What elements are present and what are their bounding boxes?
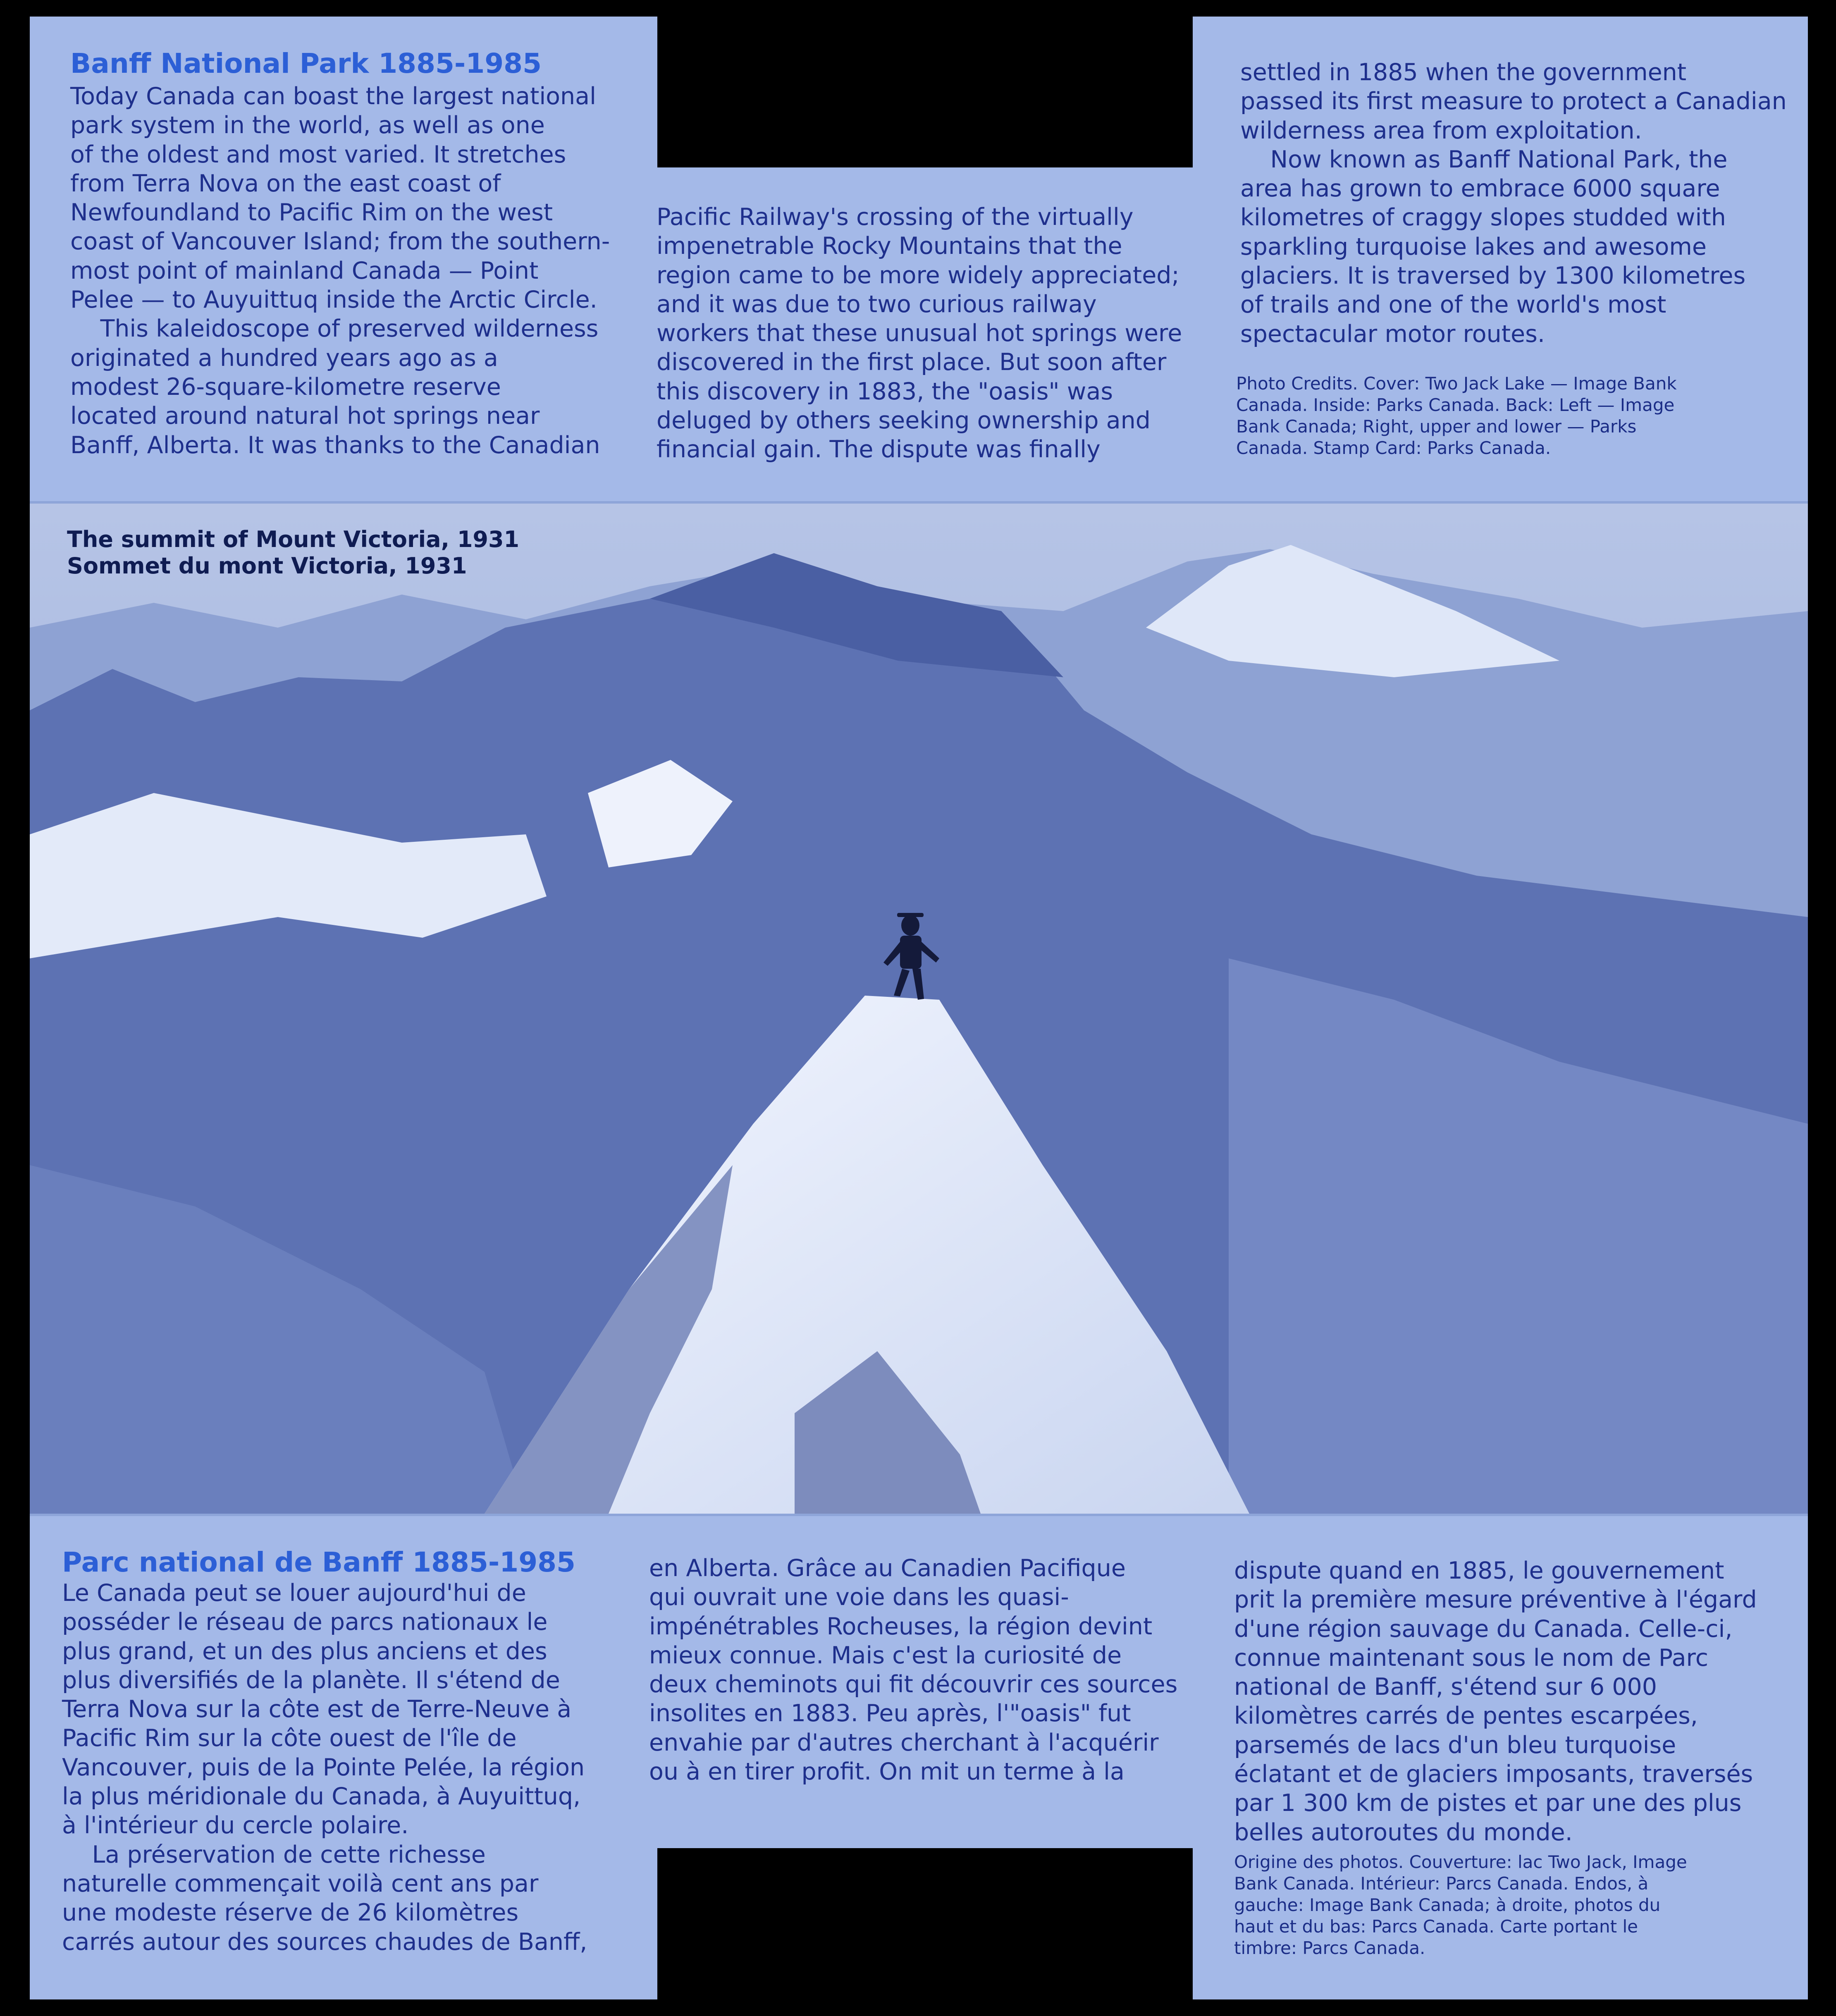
english-title: Banff National Park 1885-1985	[70, 48, 542, 79]
french-column-3: dispute quand en 1885, le gouvernement prit la première mesure préventive à l'égard d'une région sauvage du Canada. Celle-ci, connue maintenant sous le nom de Parc national de Banff, s'étend sur 6 000 kilomètres carrés de pentes escarpées, parsemés de lacs d'un bleu turquoise éclatant et de glaciers imposants, traversés par 1 300 km de pistes et par une des plus belles autoroutes du monde.	[1234, 1557, 1757, 1846]
french-column-1: Le Canada peut se louer aujourd'hui de posséder le réseau de parcs nationaux le plus grand, et un des plus anciens et des plus diversifiés de la planète. Il s'étend de Terra Nova sur la côte est de Terre-Neuve à Pacific Rim sur la côte ouest de l'île de Vancouver, puis de la Pointe Pelée, la région la plus méridionale du Canada, à Auyuittuq, à l'intérieur du cercle polaire. La préservation de cette richesse naturelle commençait voilà cent ans par une modeste réserve de 26 kilomètres carrés autour des sources chaudes de Banff,	[62, 1579, 587, 1956]
english-photo-credits: Photo Credits. Cover: Two Jack Lake — Image Bank Canada. Inside: Parks Canada. Back: Left — Image Bank Canada; Right, upper and lower — Parks Canada. Stamp Card: Parks Canada.	[1236, 373, 1677, 458]
english-column-3: settled in 1885 when the government passed its first measure to protect a Canadian wilderness area from exploitation. Now known as Banff National Park, the area has grown to embrace 6000 square kilometres of craggy slopes studded with sparkling turquoise lakes and awesome glaciers. It is traversed by 1300 kilometres of trails and one of the world's most spectacular motor routes.	[1240, 59, 1787, 348]
french-photo-credits: Origine des photos. Couverture: lac Two Jack, Image Bank Canada. Intérieur: Parcs Canada. Endos, à gauche: Image Bank Canada; à droite, photos du haut et du bas: Parcs Canada. Carte portant le timbre: Parcs Canada.	[1234, 1852, 1687, 1958]
english-column-1: Today Canada can boast the largest national park system in the world, as well as one of the oldest and most varied. It stretches from Terra Nova on the east coast of Newfoundland to Pacific Rim on the west coast of Vancouver Island; from the southern- most point of mainland Canada — Point Pelee — to Auyuittuq inside the Arctic Circle. This kaleidoscope of preserved wilderness originated a hundred years ago as a modest 26-square-kilometre reserve located around natural hot springs near Banff, Alberta. It was thanks to the Canadian	[70, 83, 610, 459]
mountain-illustration	[30, 504, 1808, 1514]
english-column-2: Pacific Railway's crossing of the virtually impenetrable Rocky Mountains that the region came to be more widely appreciated; and it was due to two curious railway workers that these unusual hot springs were discovered in the first place. But soon after this discovery in 1883, the "oasis" was deluged by others seeking ownership and financial gain. The dispute was finally	[657, 203, 1182, 463]
bottom-notch	[657, 1848, 1193, 1999]
french-title: Parc national de Banff 1885-1985	[62, 1546, 575, 1578]
mount-victoria-photo	[30, 504, 1808, 1514]
french-column-2: en Alberta. Grâce au Canadien Pacifique qui ouvrait une voie dans les quasi- impénétrables Rocheuses, la région devint mieux connue. Mais c'est la curiosité de deux cheminots qui fit découvrir ces sources insolites en 1883. Peu après, l'"oasis" fut envahie par d'autres cherchant à l'acquérir ou à en tirer profit. On mit un terme à la	[649, 1555, 1178, 1786]
top-notch	[657, 17, 1193, 167]
photo-caption: The summit of Mount Victoria, 1931 Sommet du mont Victoria, 1931	[67, 526, 520, 579]
